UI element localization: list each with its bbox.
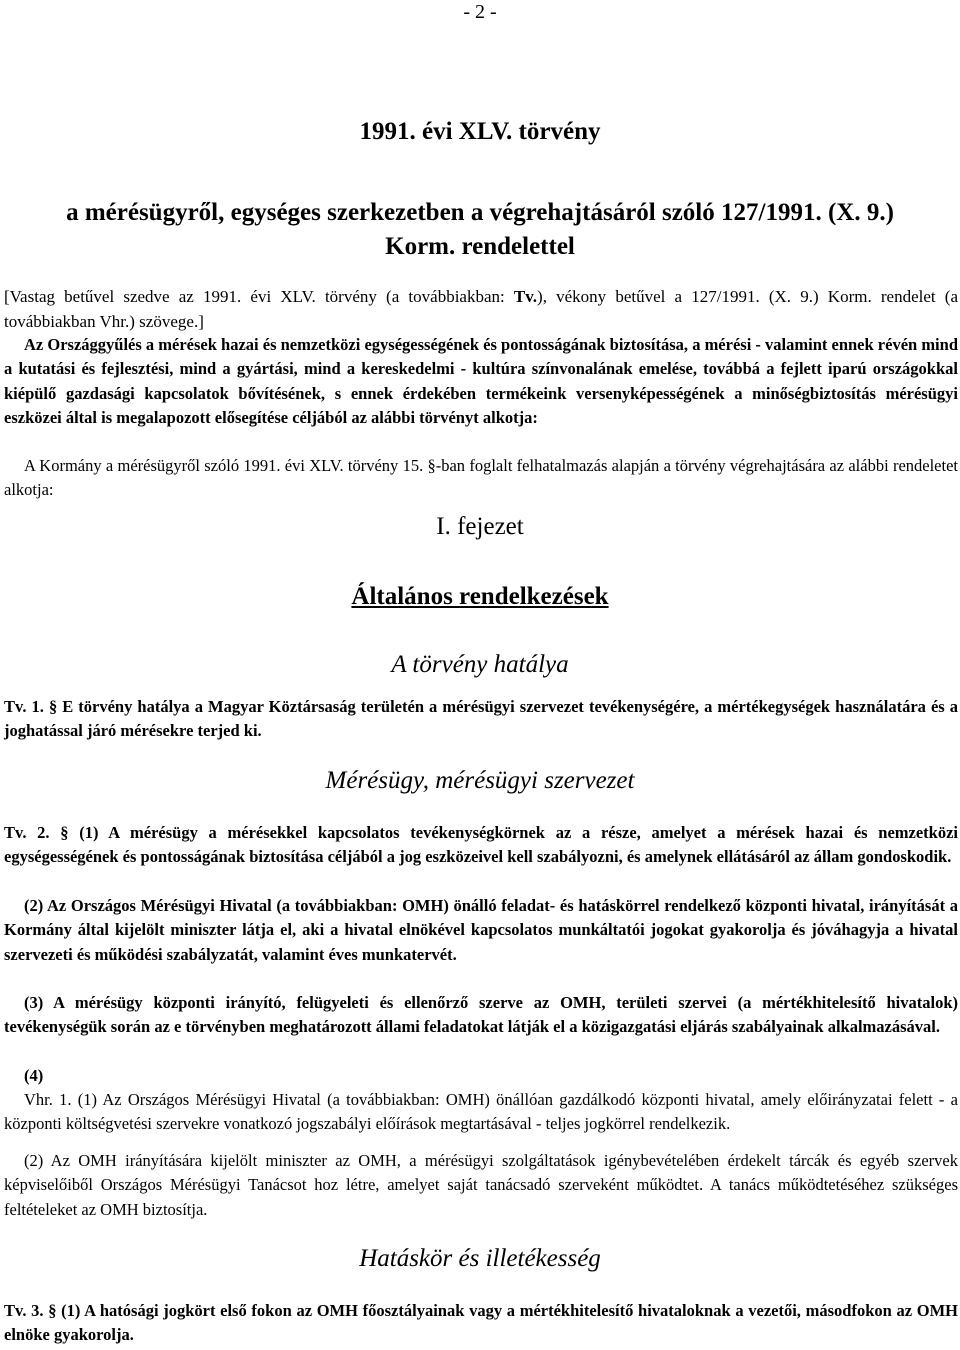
section-title-competence: Hatáskör és illetékesség <box>359 1245 601 1272</box>
tv-paragraph-2-2: (2) Az Országos Mérésügyi Hivatal (a továbbiakban: OMH) önálló feladat- és hatáskörrel rendelkező központi hivatal, irányítását a Kormány által kijelölt miniszter látja el, aki a hivatal elnökével kapcsolatos munkáltatói jogokat gyakorolja és jóváhagyja a hivatal szervezeti és működési szabályzatát, valamint éves munkatervét. <box>4 896 958 964</box>
tv-paragraph-3-1: Tv. 3. § (1) A hatósági jogkört első fokon az OMH főosztályainak vagy a mértékhitelesítő hivataloknak a vezetői, másodfokon az OMH elnöke gyakorolja. <box>4 1301 958 1345</box>
vhr-paragraph-1-2: (2) Az OMH irányítására kijelölt miniszter az OMH, a mérésügyi szolgáltatások igénybevételében érdekelt tárcák és egyéb szervek képviselőiből Országos Mérésügyi Tanácsot hoz létre, amelyet saját tanácsadó szerveként működtet. A tanács működtetéséhez szükséges feltételeket az OMH biztosítja. <box>4 1151 958 1219</box>
tv-paragraph-1: Tv. 1. § E törvény hatálya a Magyar Köztársaság területén a mérésügyi szervezet tevékenységére, a mértékegységek használatára és a joghatással járó mérésekre terjed ki. <box>4 697 958 741</box>
preamble-decree: A Kormány a mérésügyről szóló 1991. évi XLV. törvény 15. §-ban foglalt felhatalmazás alapján a törvény végrehajtására az alábbi rendeletet alkotja: <box>4 456 958 500</box>
document-title: 1991. évi XLV. törvény <box>359 118 601 145</box>
preamble-law: Az Országgyűlés a mérések hazai és nemzetközi egységességének és pontosságának biztosítása, a mérési - valamint ennek révén mind a kutatási és fejlesztési, mind a gyártási, mind a kereskedelmi - kultúra színvonalának emelése, továbbá a fejlett iparú országokkal kiépülő gazdasági kapcsolatok bővítésének, s ennek érdekében termékeink versenyképességének a minőségbiztosítás mérésügyi eszközei által is megalapozott elősegítése céljából az alábbi törvényt alkotja: <box>4 335 958 427</box>
note-tv: Tv. <box>513 287 538 306</box>
page-number: - 2 - <box>463 1 497 23</box>
chapter-number: I. fejezet <box>436 513 524 540</box>
tv-paragraph-2-1: Tv. 2. § (1) A mérésügy a mérésekkel kapcsolatos tevékenységkörnek az a része, amelyet a mérések hazai és nemzetközi egységességének és pontosságának biztosítása céljából a jog eszközeivel kell szabályozni, és amelynek ellátásáról az állam gondoskodik. <box>4 823 958 867</box>
editorial-note <box>4 284 958 334</box>
tv-paragraph-2-3: (3) A mérésügy központi irányító, felügyeleti és ellenőrző szerve az OMH, területi szervei (a mértékhitelesítő hivatalok) tevékenységük során az e törvényben meghatározott állami feladatokat látják el a közigazgatási eljárás szabályainak alkalmazásával. <box>4 993 958 1037</box>
vhr-paragraph-1-1: Vhr. 1. (1) Az Országos Mérésügyi Hivatal (a továbbiakban: OMH) önállóan gazdálkodó központi hivatal, amely előirányzatai felett - a központi költségvetési szervekre vonatkozó jogszabályi előírások megtartásával - teljes jogkörrel rendelkezik. <box>4 1090 958 1134</box>
document-subtitle-line2: Korm. rendelettel <box>385 233 575 260</box>
section-title-metrology: Mérésügy, mérésügyi szervezet <box>325 767 635 794</box>
section-title-scope: A törvény hatálya <box>391 651 569 678</box>
tv-paragraph-2-4: (4) <box>24 1066 44 1085</box>
note-part2: ), vékony betűvel a 127/1991. (X. 9.) Korm. rendelet (a továbbiakban Vhr.) szövege.] <box>4 287 958 331</box>
chapter-title: Általános rendelkezések <box>351 583 609 610</box>
note-part1: [Vastag betűvel szedve az 1991. évi XLV. törvény (a továbbiakban: <box>4 287 514 306</box>
document-subtitle-line1: a mérésügyről, egységes szerkezetben a végrehajtásáról szóló 127/1991. (X. 9.) <box>66 199 894 226</box>
